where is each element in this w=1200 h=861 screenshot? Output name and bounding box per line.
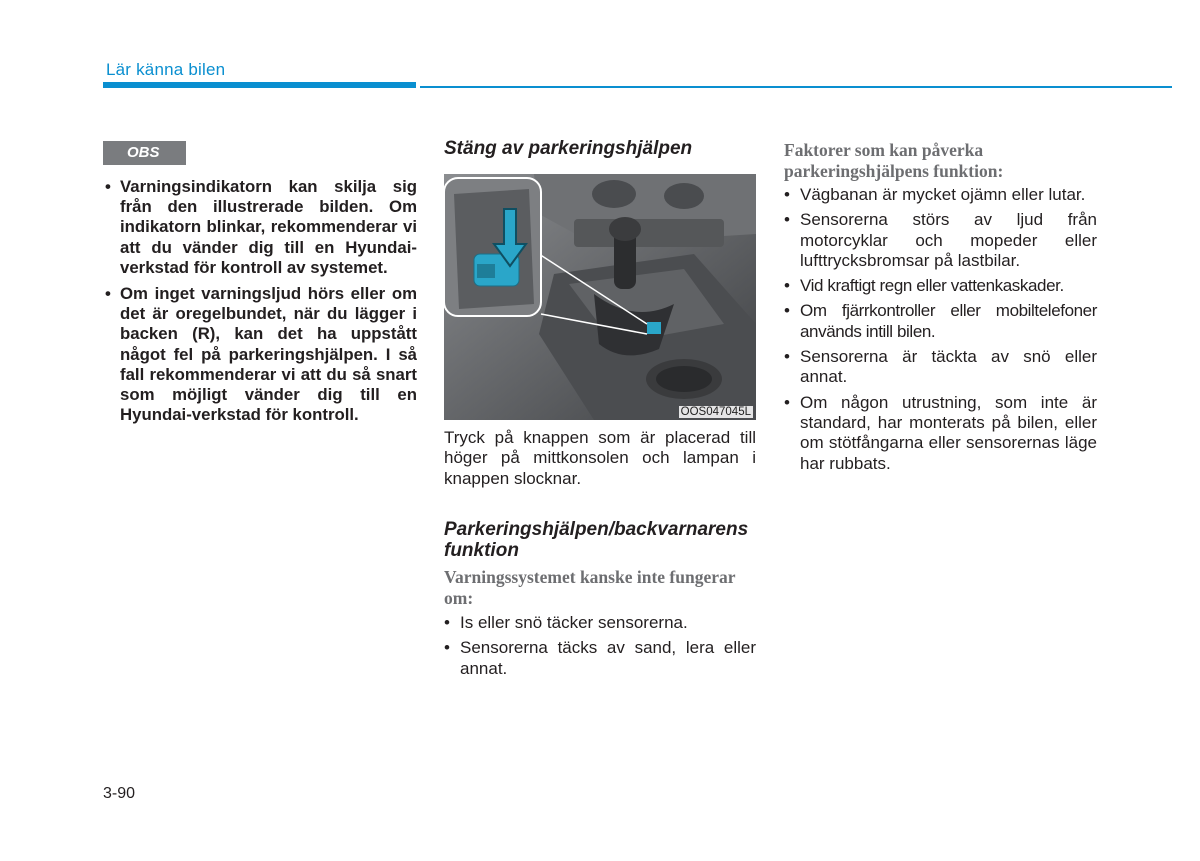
factors-list	[784, 185, 1097, 479]
turn-off-body: Tryck på knappen som är placerad till höger på mittkonsolen och lampan i knappen slocknar.	[444, 428, 756, 488]
factors-item-5: • Sensorerna är täckta av snö eller annat.	[784, 347, 1097, 388]
factors-subheading: Faktorer som kan påverka parkeringshjälpens funktion:	[784, 140, 1004, 181]
function-item-1: • Is eller snö täcker sensorerna.	[444, 613, 756, 633]
factors-item-4: • Om fjärrkontroller eller mobiltelefoner används intill bilen.	[784, 301, 1097, 342]
header-rule-thin	[420, 86, 1172, 88]
obs-item-2: • Om inget varningsljud hörs eller om det är oregelbundet, när du lägger i backen (R), kan det ha uppstått något fel på parkeringshjälpen. I så fall rekommenderar vi att du så snart som möjligt vänder dig till en Hyundai-verkstad för kontroll.	[103, 284, 417, 425]
function-item-2: • Sensorerna täcks av sand, lera eller annat.	[444, 638, 756, 679]
center-console-photo	[444, 174, 756, 420]
function-heading: Parkeringshjälpen/backvarnarens funktion	[444, 519, 749, 561]
turn-off-heading: Stäng av parkeringshjälpen	[444, 138, 693, 159]
factors-item-6: • Om någon utrustning, som inte är standard, har monterats på bilen, eller om stötfångarna eller sensorernas läge har rubbats.	[784, 393, 1097, 474]
obs-note	[103, 141, 417, 431]
header-rule-thick	[103, 82, 416, 88]
obs-badge: OBS	[103, 141, 186, 165]
factors-item-3: • Vid kraftigt regn eller vattenkaskader.	[784, 276, 1097, 296]
function-list	[444, 613, 756, 684]
function-subheading: Varningssystemet kanske inte fungerar om:	[444, 567, 736, 608]
factors-item-2: • Sensorerna störs av ljud från motorcyklar och mopeder eller lufttrycksbromsar på lastbilar.	[784, 210, 1097, 271]
image-label: OOS047045L	[680, 406, 751, 418]
factors-item-1: • Vägbanan är mycket ojämn eller lutar.	[784, 185, 1097, 205]
obs-list	[103, 177, 417, 425]
console-illustration	[444, 174, 756, 420]
obs-item-1: • Varningsindikatorn kan skilja sig från den illustrerade bilden. Om indikatorn blinkar, rekommenderar vi att du vänder dig till en Hyundai-verkstad för kontroll av systemet.	[103, 177, 417, 278]
page-number: 3-90	[103, 785, 136, 802]
section-title: Lär känna bilen	[106, 60, 226, 79]
